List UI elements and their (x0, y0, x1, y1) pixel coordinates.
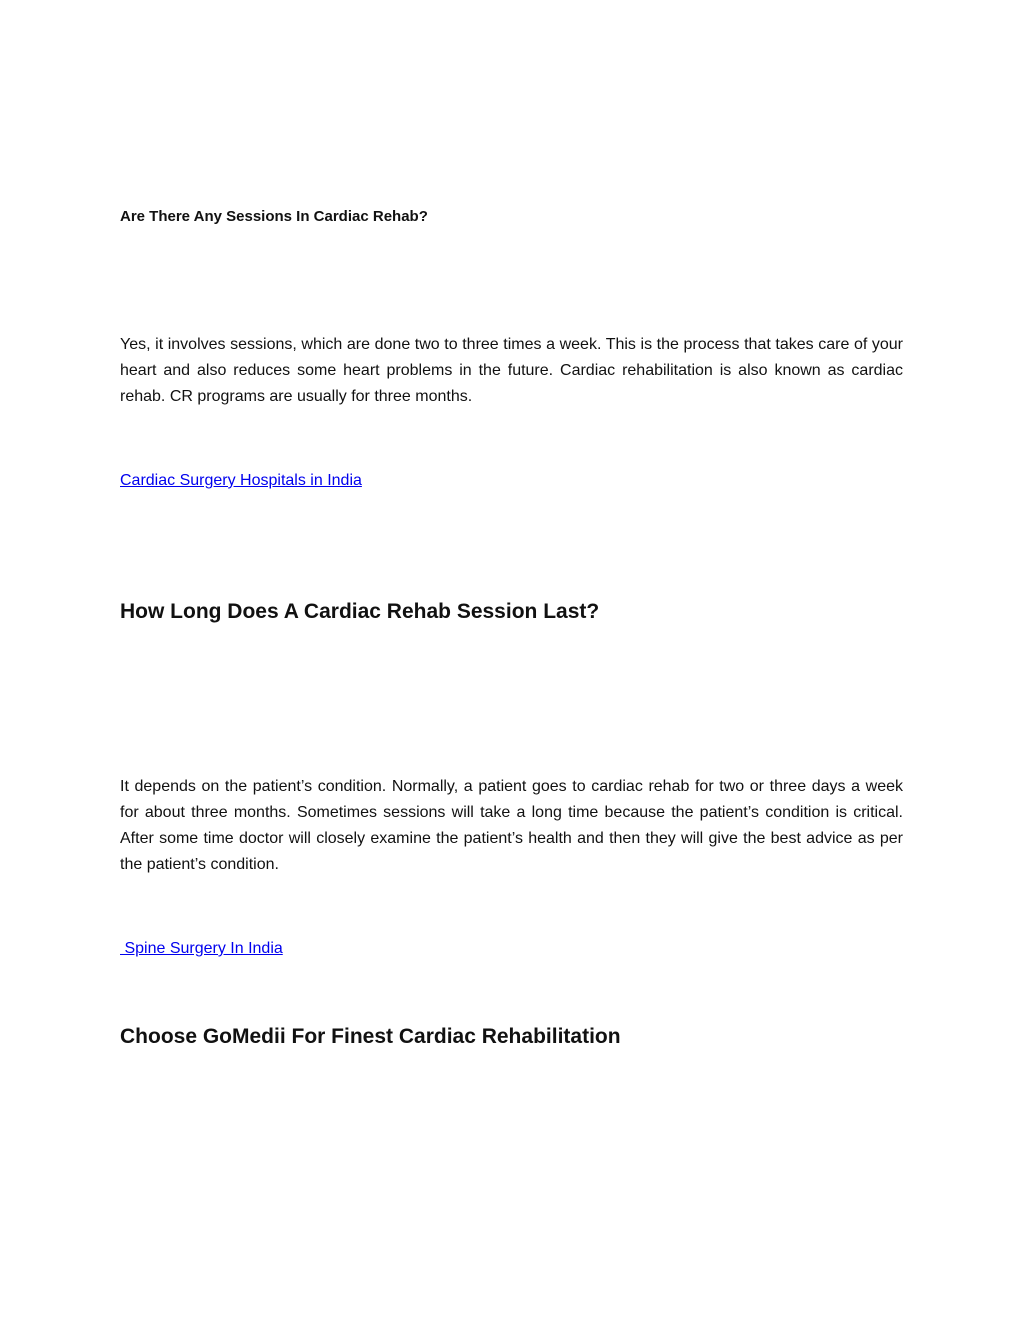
section-heading-session-length: How Long Does A Cardiac Rehab Session Last? (120, 600, 600, 623)
paragraph-sessions: Yes, it involves sessions, which are done two to three times a week. This is the process that takes care of your heart and also reduces some heart problems in the future. Cardiac rehabilitation is also known as cardiac rehab. CR programs are usually for three months. (120, 336, 903, 405)
link-spine-surgery[interactable]: Spine Surgery In India (120, 940, 283, 957)
link-cardiac-surgery-hospitals[interactable]: Cardiac Surgery Hospitals in India (120, 472, 362, 489)
section-heading-sessions: Are There Any Sessions In Cardiac Rehab? (120, 208, 428, 225)
paragraph-session-length: It depends on the patient’s condition. Normally, a patient goes to cardiac rehab for two or three days a week for about three months. Sometimes sessions will take a long time because the patient’s condition is critical. After some time doctor will closely examine the patient’s health and then they will give the best advice as per the patient’s condition. (120, 778, 903, 873)
section-heading-choose-gomedii: Choose GoMedii For Finest Cardiac Rehabilitation (120, 1025, 621, 1048)
